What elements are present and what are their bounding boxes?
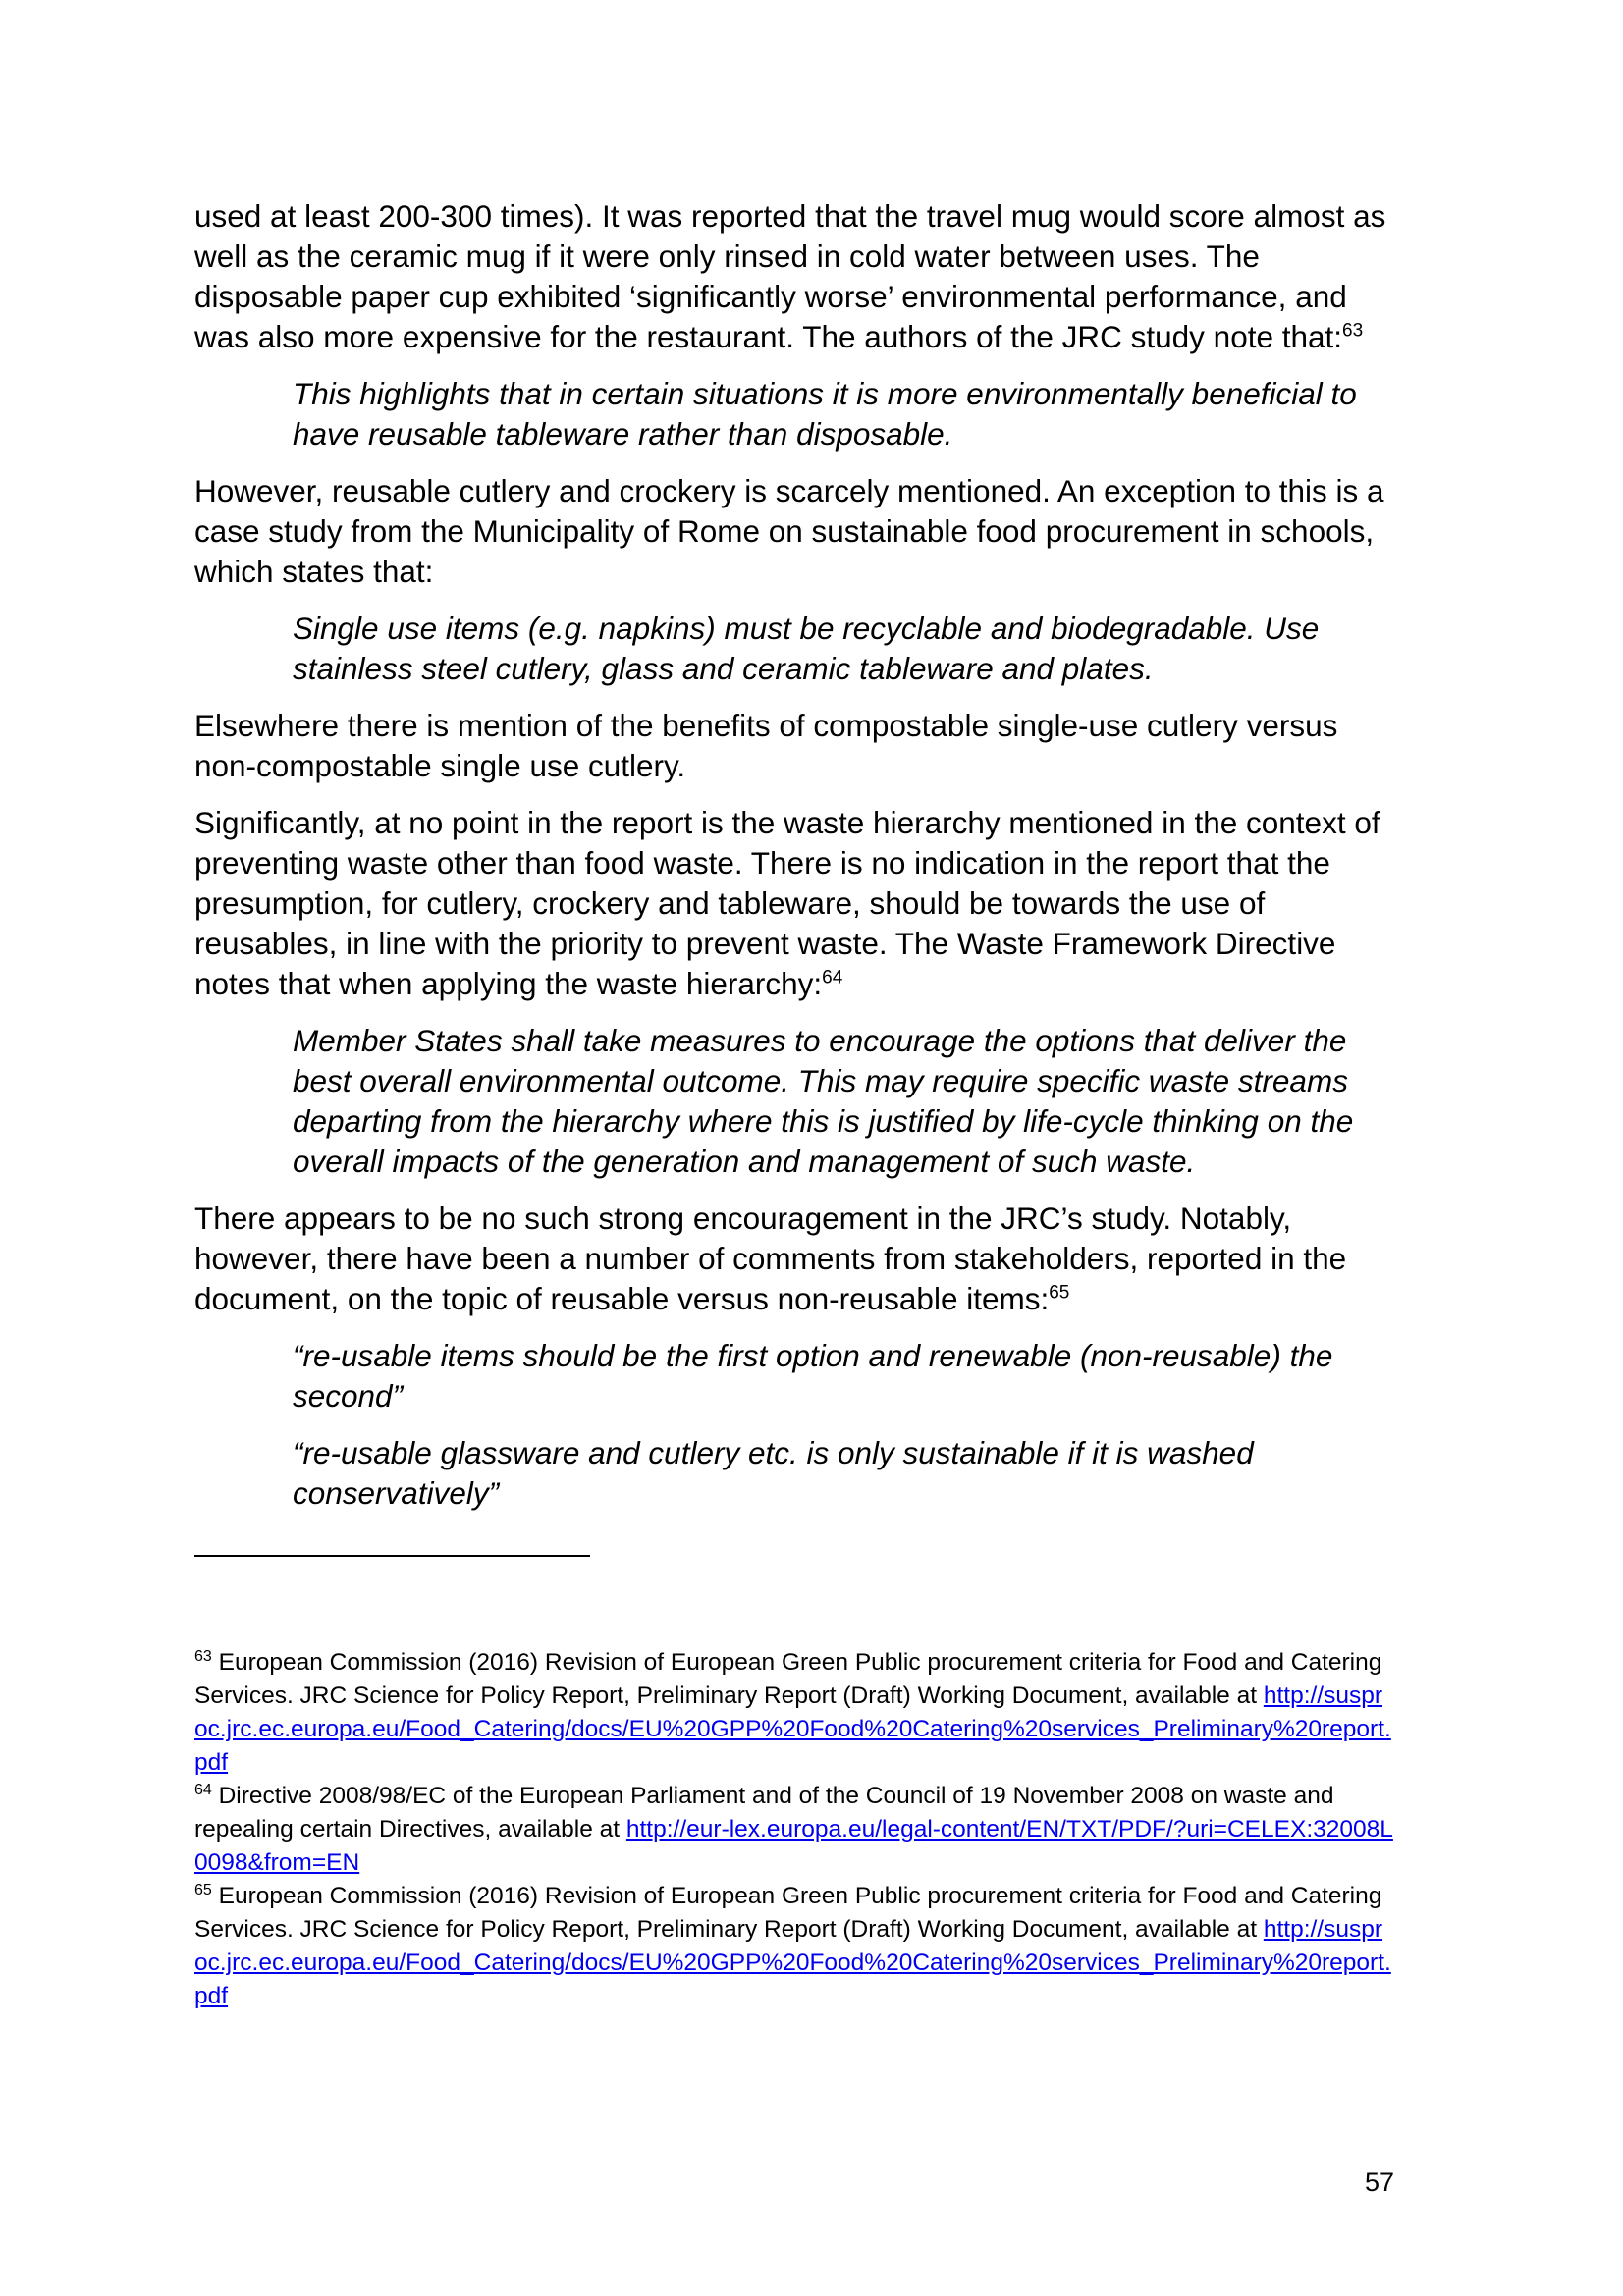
paragraph-1-text: used at least 200-300 times). It was reported that the travel mug would score almost as well as the ceramic mug if it were only rinsed in cold water between uses. The disposable paper cup exhibited ‘significantly worse’ environmental performance, and was also more expensive for the restaurant. The authors of the JRC study note that:	[194, 198, 1386, 354]
footnote-64	[194, 1780, 1394, 1880]
paragraph-2: However, reusable cutlery and crockery is scarcely mentioned. An exception to this is a case study from the Municipality of Rome on sustainable food procurement in schools, which states that:	[194, 473, 1384, 589]
paragraph-5-text: There appears to be no such strong encouragement in the JRC’s study. Notably, however, there have been a number of comments from stakeholders, reported in the document, on the topic of reusable versus non-reusable items:	[194, 1201, 1347, 1316]
footnote-link[interactable]: http://susproc.jrc.ec.europa.eu/Food_Catering/docs/EU%20GPP%20Food%20Catering%20services_Preliminary%20report.pdf	[194, 1682, 1391, 1776]
footnote-number: 64	[194, 1782, 212, 1799]
quote-2: Single use items (e.g. napkins) must be recyclable and biodegradable. Use stainless steel cutlery, glass and ceramic tableware and plates.	[293, 611, 1320, 686]
paragraph-4	[194, 803, 1394, 1004]
footnote-text: Directive 2008/98/EC of the European Parliament and of the Council of 19 November 2008 on waste and repealing certain Directives, available at	[194, 1783, 1334, 1842]
paragraph-3: Elsewhere there is mention of the benefits of compostable single-use cutlery versus non-compostable single use cutlery.	[194, 708, 1338, 783]
paragraph-4-text: Significantly, at no point in the report is the waste hierarchy mentioned in the context of preventing waste other than food waste. There is no indication in the report that the presumption, for cutlery, crockery and tableware, should be towards the use of reusables, in line with the priority to prevent waste. The Waste Framework Directive notes that when applying the waste hierarchy:	[194, 805, 1380, 1001]
paragraph-5	[194, 1199, 1394, 1319]
footnote-number: 65	[194, 1882, 212, 1899]
paragraph-1	[194, 196, 1394, 357]
footnote-65	[194, 1880, 1394, 2013]
footnote-63	[194, 1646, 1394, 1780]
page-number: 57	[1364, 2167, 1394, 2197]
footnote-link[interactable]: http://susproc.jrc.ec.europa.eu/Food_Catering/docs/EU%20GPP%20Food%20Catering%20services_Preliminary%20report.pdf	[194, 1916, 1391, 2009]
footnote-ref-63[interactable]: 63	[1342, 320, 1364, 342]
footnote-number: 63	[194, 1648, 212, 1666]
body-text	[194, 196, 1394, 1530]
footnote-ref-65[interactable]: 65	[1049, 1282, 1070, 1304]
footnote-separator	[194, 1555, 590, 1557]
quote-1: This highlights that in certain situations it is more environmentally beneficial to have reusable tableware rather than disposable.	[293, 376, 1357, 452]
footnote-text: European Commission (2016) Revision of European Green Public procurement criteria for Food and Catering Services. JRC Science for Policy Report, Preliminary Report (Draft) Working Document, available at	[194, 1883, 1382, 1943]
footnotes	[194, 1646, 1394, 2013]
footnote-ref-64[interactable]: 64	[822, 967, 843, 988]
quote-5: “re-usable glassware and cutlery etc. is only sustainable if it is washed conservatively”	[293, 1435, 1254, 1511]
quote-4: “re-usable items should be the first option and renewable (non-reusable) the second”	[293, 1338, 1333, 1414]
footnote-link[interactable]: http://eur-lex.europa.eu/legal-content/EN/TXT/PDF/?uri=CELEX:32008L0098&from=EN	[194, 1816, 1393, 1876]
quote-3: Member States shall take measures to encourage the options that deliver the best overall environmental outcome. This may require specific waste streams departing from the hierarchy where this is justified by life-cycle thinking on the overall impacts of the generation and management of such waste.	[293, 1023, 1354, 1179]
footnote-text: European Commission (2016) Revision of European Green Public procurement criteria for Food and Catering Services. JRC Science for Policy Report, Preliminary Report (Draft) Working Document, available at	[194, 1649, 1382, 1709]
